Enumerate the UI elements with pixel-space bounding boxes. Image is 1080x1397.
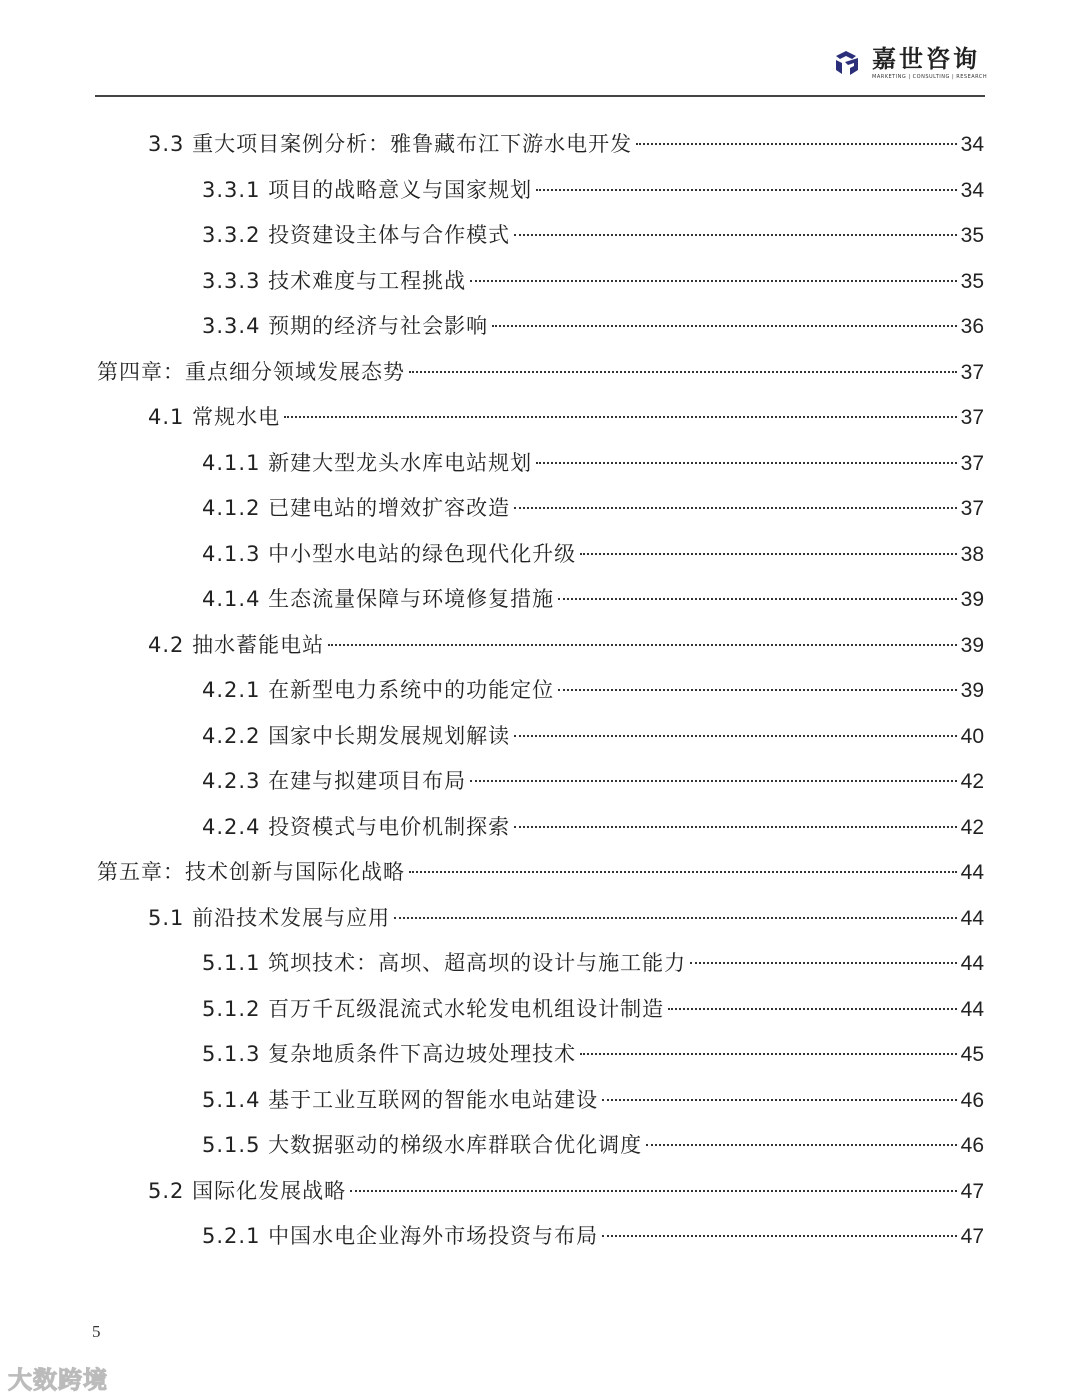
toc-entry[interactable] <box>202 811 984 843</box>
dot-leader <box>470 280 957 282</box>
toc-entry[interactable] <box>148 128 984 160</box>
toc-entry-title: 4.2.2 国家中长期发展规划解读 <box>202 723 511 748</box>
toc-entry[interactable] <box>202 1084 984 1116</box>
toc-entry-page: 44 <box>960 861 984 884</box>
toc-entry[interactable] <box>202 538 984 570</box>
toc-entry-title: 5.1.1 筑坝技术：高坝、超高坝的设计与施工能力 <box>202 951 687 975</box>
dot-leader <box>409 371 957 373</box>
dot-leader <box>558 689 957 691</box>
toc-entry-title: 4.2.3 在建与拟建项目布局 <box>202 769 467 793</box>
toc-entry-page: 37 <box>960 360 984 384</box>
dot-leader <box>558 598 957 600</box>
toc-entry[interactable] <box>202 765 984 797</box>
toc-entry-page: 39 <box>960 633 984 657</box>
toc-entry-title: 4.1.2 已建电站的增效扩容改造 <box>202 496 511 520</box>
toc-entry[interactable] <box>202 174 984 206</box>
dot-leader <box>514 507 957 509</box>
toc-entry[interactable] <box>148 1175 984 1207</box>
dot-leader <box>409 871 957 873</box>
toc-entry[interactable] <box>202 219 984 251</box>
toc-entry-title: 5.2.1 中国水电企业海外市场投资与布局 <box>202 1224 599 1248</box>
toc-entry-page: 45 <box>960 1043 984 1066</box>
dot-leader <box>492 325 957 327</box>
toc-entry-page: 37 <box>960 406 984 429</box>
toc-entry-page: 34 <box>960 178 984 202</box>
toc-entry-title: 4.2.4 投资模式与电价机制探索 <box>202 814 511 839</box>
watermark: 大数跨境 <box>8 1366 108 1394</box>
toc-entry-page: 39 <box>960 679 984 702</box>
dot-leader <box>636 143 957 145</box>
dot-leader <box>514 735 957 737</box>
toc-entry[interactable] <box>202 674 984 706</box>
dot-leader <box>580 553 957 555</box>
toc-entry[interactable] <box>202 492 984 524</box>
toc-entry-page: 34 <box>960 133 984 156</box>
dot-leader <box>602 1099 957 1101</box>
toc-entry-title: 4.1.1 新建大型龙头水库电站规划 <box>202 450 533 475</box>
toc-entry-page: 35 <box>960 269 984 293</box>
toc-entry-title: 3.3.2 投资建设主体与合作模式 <box>202 223 511 247</box>
header-divider <box>95 95 985 97</box>
toc-entry-title: 4.1.4 生态流量保障与环境修复措施 <box>202 587 555 611</box>
dot-leader <box>536 189 957 191</box>
dot-leader <box>514 234 957 236</box>
dot-leader <box>514 826 957 828</box>
dot-leader <box>470 780 957 782</box>
toc-entry-page: 44 <box>960 906 984 930</box>
toc-entry[interactable] <box>97 356 984 388</box>
dot-leader <box>602 1235 957 1237</box>
toc-entry-page: 44 <box>960 997 984 1021</box>
toc-entry-title: 第四章：重点细分领域发展态势 <box>97 359 405 384</box>
dot-leader <box>328 644 957 646</box>
dot-leader <box>668 1008 957 1010</box>
toc-entry-page: 42 <box>960 770 984 793</box>
toc-entry-title: 第五章：技术创新与国际化战略 <box>97 860 405 884</box>
toc-entry-title: 5.2 国际化发展战略 <box>148 1178 347 1203</box>
toc-entry-title: 5.1.2 百万千瓦级混流式水轮发电机组设计制造 <box>202 996 665 1021</box>
toc-entry-page: 47 <box>960 1225 984 1248</box>
logo-chinese-name: 嘉世咨询 <box>872 45 980 73</box>
dot-leader <box>690 962 957 964</box>
toc-entry-title: 4.2.1 在新型电力系统中的功能定位 <box>202 678 555 702</box>
toc-entry-page: 40 <box>960 724 984 748</box>
logo-mark-icon <box>832 48 862 78</box>
toc-entry[interactable] <box>202 447 984 479</box>
dot-leader <box>350 1190 957 1192</box>
dot-leader <box>284 416 957 418</box>
toc-entry[interactable] <box>148 902 984 934</box>
toc-entry-title: 3.3.3 技术难度与工程挑战 <box>202 268 467 293</box>
toc-entry-page: 46 <box>960 1088 984 1112</box>
toc-entry-page: 42 <box>960 815 984 839</box>
toc-entry[interactable] <box>202 1129 984 1161</box>
toc-entry[interactable] <box>148 401 984 433</box>
toc-entry-title: 3.3.4 预期的经济与社会影响 <box>202 314 489 338</box>
toc-entry[interactable] <box>97 856 984 888</box>
toc-entry-page: 37 <box>960 451 984 475</box>
toc-entry-page: 37 <box>960 497 984 520</box>
toc-entry-title: 5.1 前沿技术发展与应用 <box>148 905 391 930</box>
toc-entry-title: 4.2 抽水蓄能电站 <box>148 632 325 657</box>
toc-entry[interactable] <box>202 1038 984 1070</box>
page-number: 5 <box>92 1322 101 1341</box>
toc-entry-page: 47 <box>960 1179 984 1203</box>
toc-entry[interactable] <box>202 993 984 1025</box>
toc-entry-page: 46 <box>960 1134 984 1157</box>
dot-leader <box>394 917 957 919</box>
dot-leader <box>646 1144 957 1146</box>
toc-entry-page: 35 <box>960 224 984 247</box>
dot-leader <box>580 1053 957 1055</box>
toc-entry-title: 4.1 常规水电 <box>148 405 281 429</box>
toc-entry-title: 3.3.1 项目的战略意义与国家规划 <box>202 177 533 202</box>
toc-entry-page: 36 <box>960 315 984 338</box>
toc-entry-page: 38 <box>960 542 984 566</box>
toc-entry[interactable] <box>202 1220 984 1252</box>
toc-entry-page: 39 <box>960 588 984 611</box>
toc-entry[interactable] <box>202 947 984 979</box>
toc-entry[interactable] <box>202 310 984 342</box>
toc-entry[interactable] <box>202 583 984 615</box>
toc-entry-title: 5.1.5 大数据驱动的梯级水库群联合优化调度 <box>202 1133 643 1157</box>
toc-entry-page: 44 <box>960 952 984 975</box>
toc-entry-title: 4.1.3 中小型水电站的绿色现代化升级 <box>202 541 577 566</box>
dot-leader <box>536 462 957 464</box>
toc-entry[interactable] <box>202 265 984 297</box>
toc-entry-title: 5.1.3 复杂地质条件下高边坡处理技术 <box>202 1042 577 1066</box>
toc-entry-title: 3.3 重大项目案例分析：雅鲁藏布江下游水电开发 <box>148 132 633 156</box>
toc-entry-title: 5.1.4 基于工业互联网的智能水电站建设 <box>202 1087 599 1112</box>
logo-tagline: MARKETING | CONSULTING | RESEARCH <box>872 74 988 80</box>
toc-entry[interactable] <box>148 629 984 661</box>
company-logo <box>832 46 987 80</box>
toc-entry[interactable] <box>202 720 984 752</box>
